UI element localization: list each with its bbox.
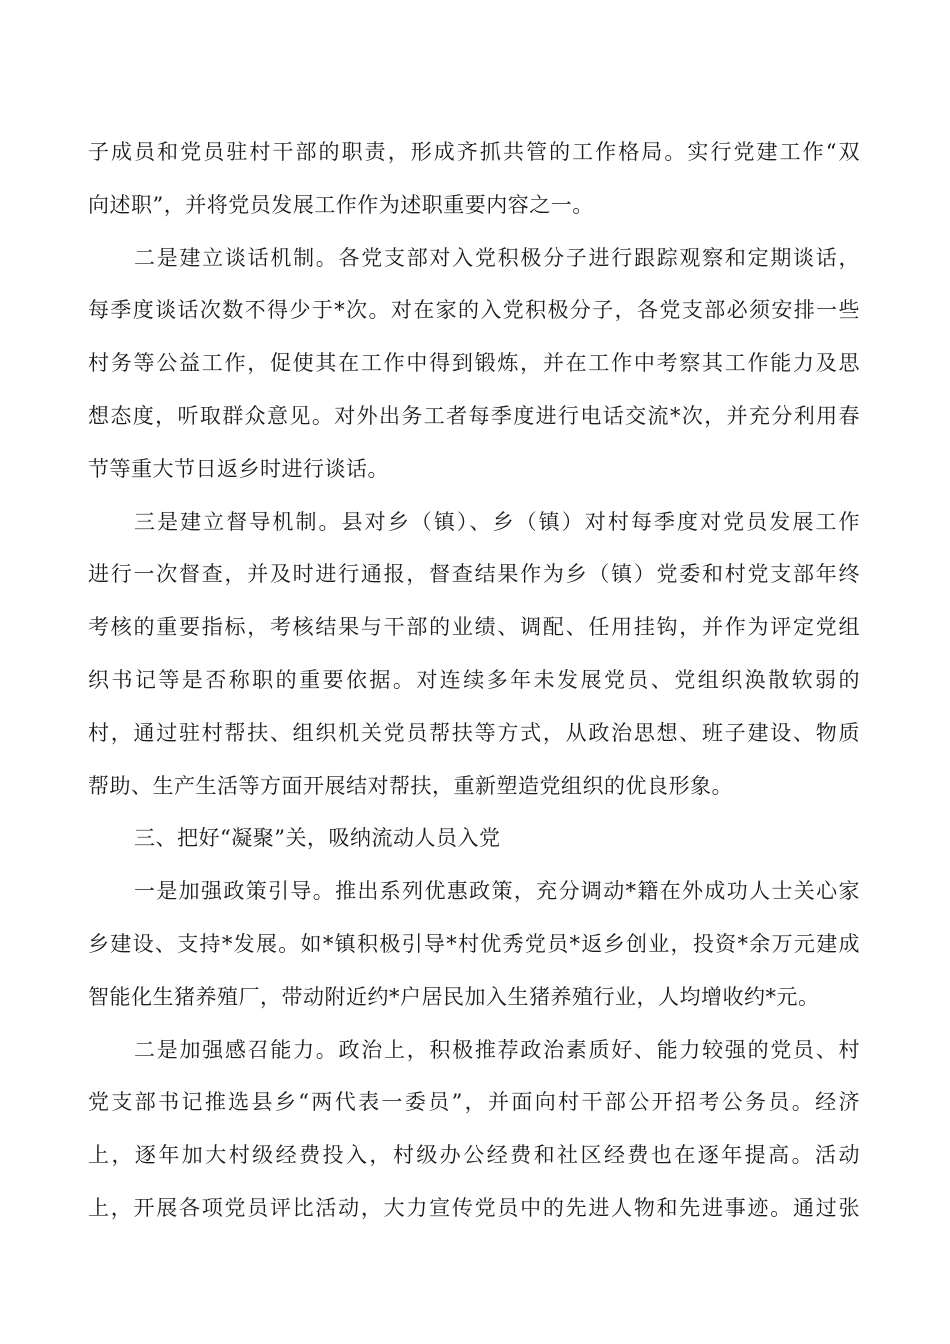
section-heading <box>88 812 860 865</box>
text-line: 党支部书记推选县乡“两代表一委员”，并面向村干部公开招考公务员。经济 <box>88 1090 860 1115</box>
text-line: 节等重大节日返乡时进行谈话。 <box>88 456 389 481</box>
paragraph-appeal-ability <box>88 1024 860 1235</box>
text-line: 乡建设、支持*发展。如*镇积极引导*村优秀党员*返乡创业，投资*余万元建成 <box>88 931 860 956</box>
heading-line: 三、把好“凝聚”关，吸纳流动人员入党 <box>134 826 501 851</box>
text-line: 村，通过驻村帮扶、组织机关党员帮扶等方式，从政治思想、班子建设、物质 <box>88 720 860 745</box>
text-line: 上，开展各项党员评比活动，大力宣传党员中的先进人物和先进事迹。通过张 <box>88 1195 860 1220</box>
paragraph-talk-mechanism <box>88 232 860 496</box>
text-line: 进行一次督查，并及时进行通报，督查结果作为乡（镇）党委和村党支部年终 <box>88 562 860 587</box>
text-line: 向述职”，并将党员发展工作作为述职重要内容之一。 <box>88 192 594 217</box>
text-line: 上，逐年加大村级经费投入，村级办公经费和社区经费也在逐年提高。活动 <box>88 1143 860 1168</box>
paragraph-continuation <box>88 126 860 232</box>
paragraph-policy-guidance <box>88 865 860 1023</box>
paragraph-supervision-mechanism <box>88 496 860 813</box>
text-line: 智能化生猪养殖厂，带动附近约*户居民加入生猪养殖行业，人均增收约*元。 <box>88 984 820 1009</box>
text-line: 三是建立督导机制。县对乡（镇）、乡（镇）对村每季度对党员发展工作 <box>134 509 860 534</box>
document-body <box>88 126 860 1235</box>
text-line: 织书记等是否称职的重要依据。对连续多年未发展党员、党组织涣散软弱的 <box>88 667 860 692</box>
text-line: 每季度谈话次数不得少于*次。对在家的入党积极分子，各党支部必须安排一些 <box>88 298 860 323</box>
text-line: 考核的重要指标，考核结果与干部的业绩、调配、任用挂钩，并作为评定党组 <box>88 615 860 640</box>
text-line: 一是加强政策引导。推出系列优惠政策，充分调动*籍在外成功人士关心家 <box>134 879 860 904</box>
text-line: 帮助、生产生活等方面开展结对帮扶，重新塑造党组织的优良形象。 <box>88 773 733 798</box>
text-line: 二是加强感召能力。政治上，积极推荐政治素质好、能力较强的党员、村 <box>134 1037 860 1062</box>
text-line: 二是建立谈话机制。各党支部对入党积极分子进行跟踪观察和定期谈话， <box>134 245 860 270</box>
text-line: 想态度，听取群众意见。对外出务工者每季度进行电话交流*次，并充分利用春 <box>88 403 860 428</box>
text-line: 村务等公益工作，促使其在工作中得到锻炼，并在工作中考察其工作能力及思 <box>88 351 860 376</box>
text-line: 子成员和党员驻村干部的职责，形成齐抓共管的工作格局。实行党建工作“双 <box>88 140 860 164</box>
